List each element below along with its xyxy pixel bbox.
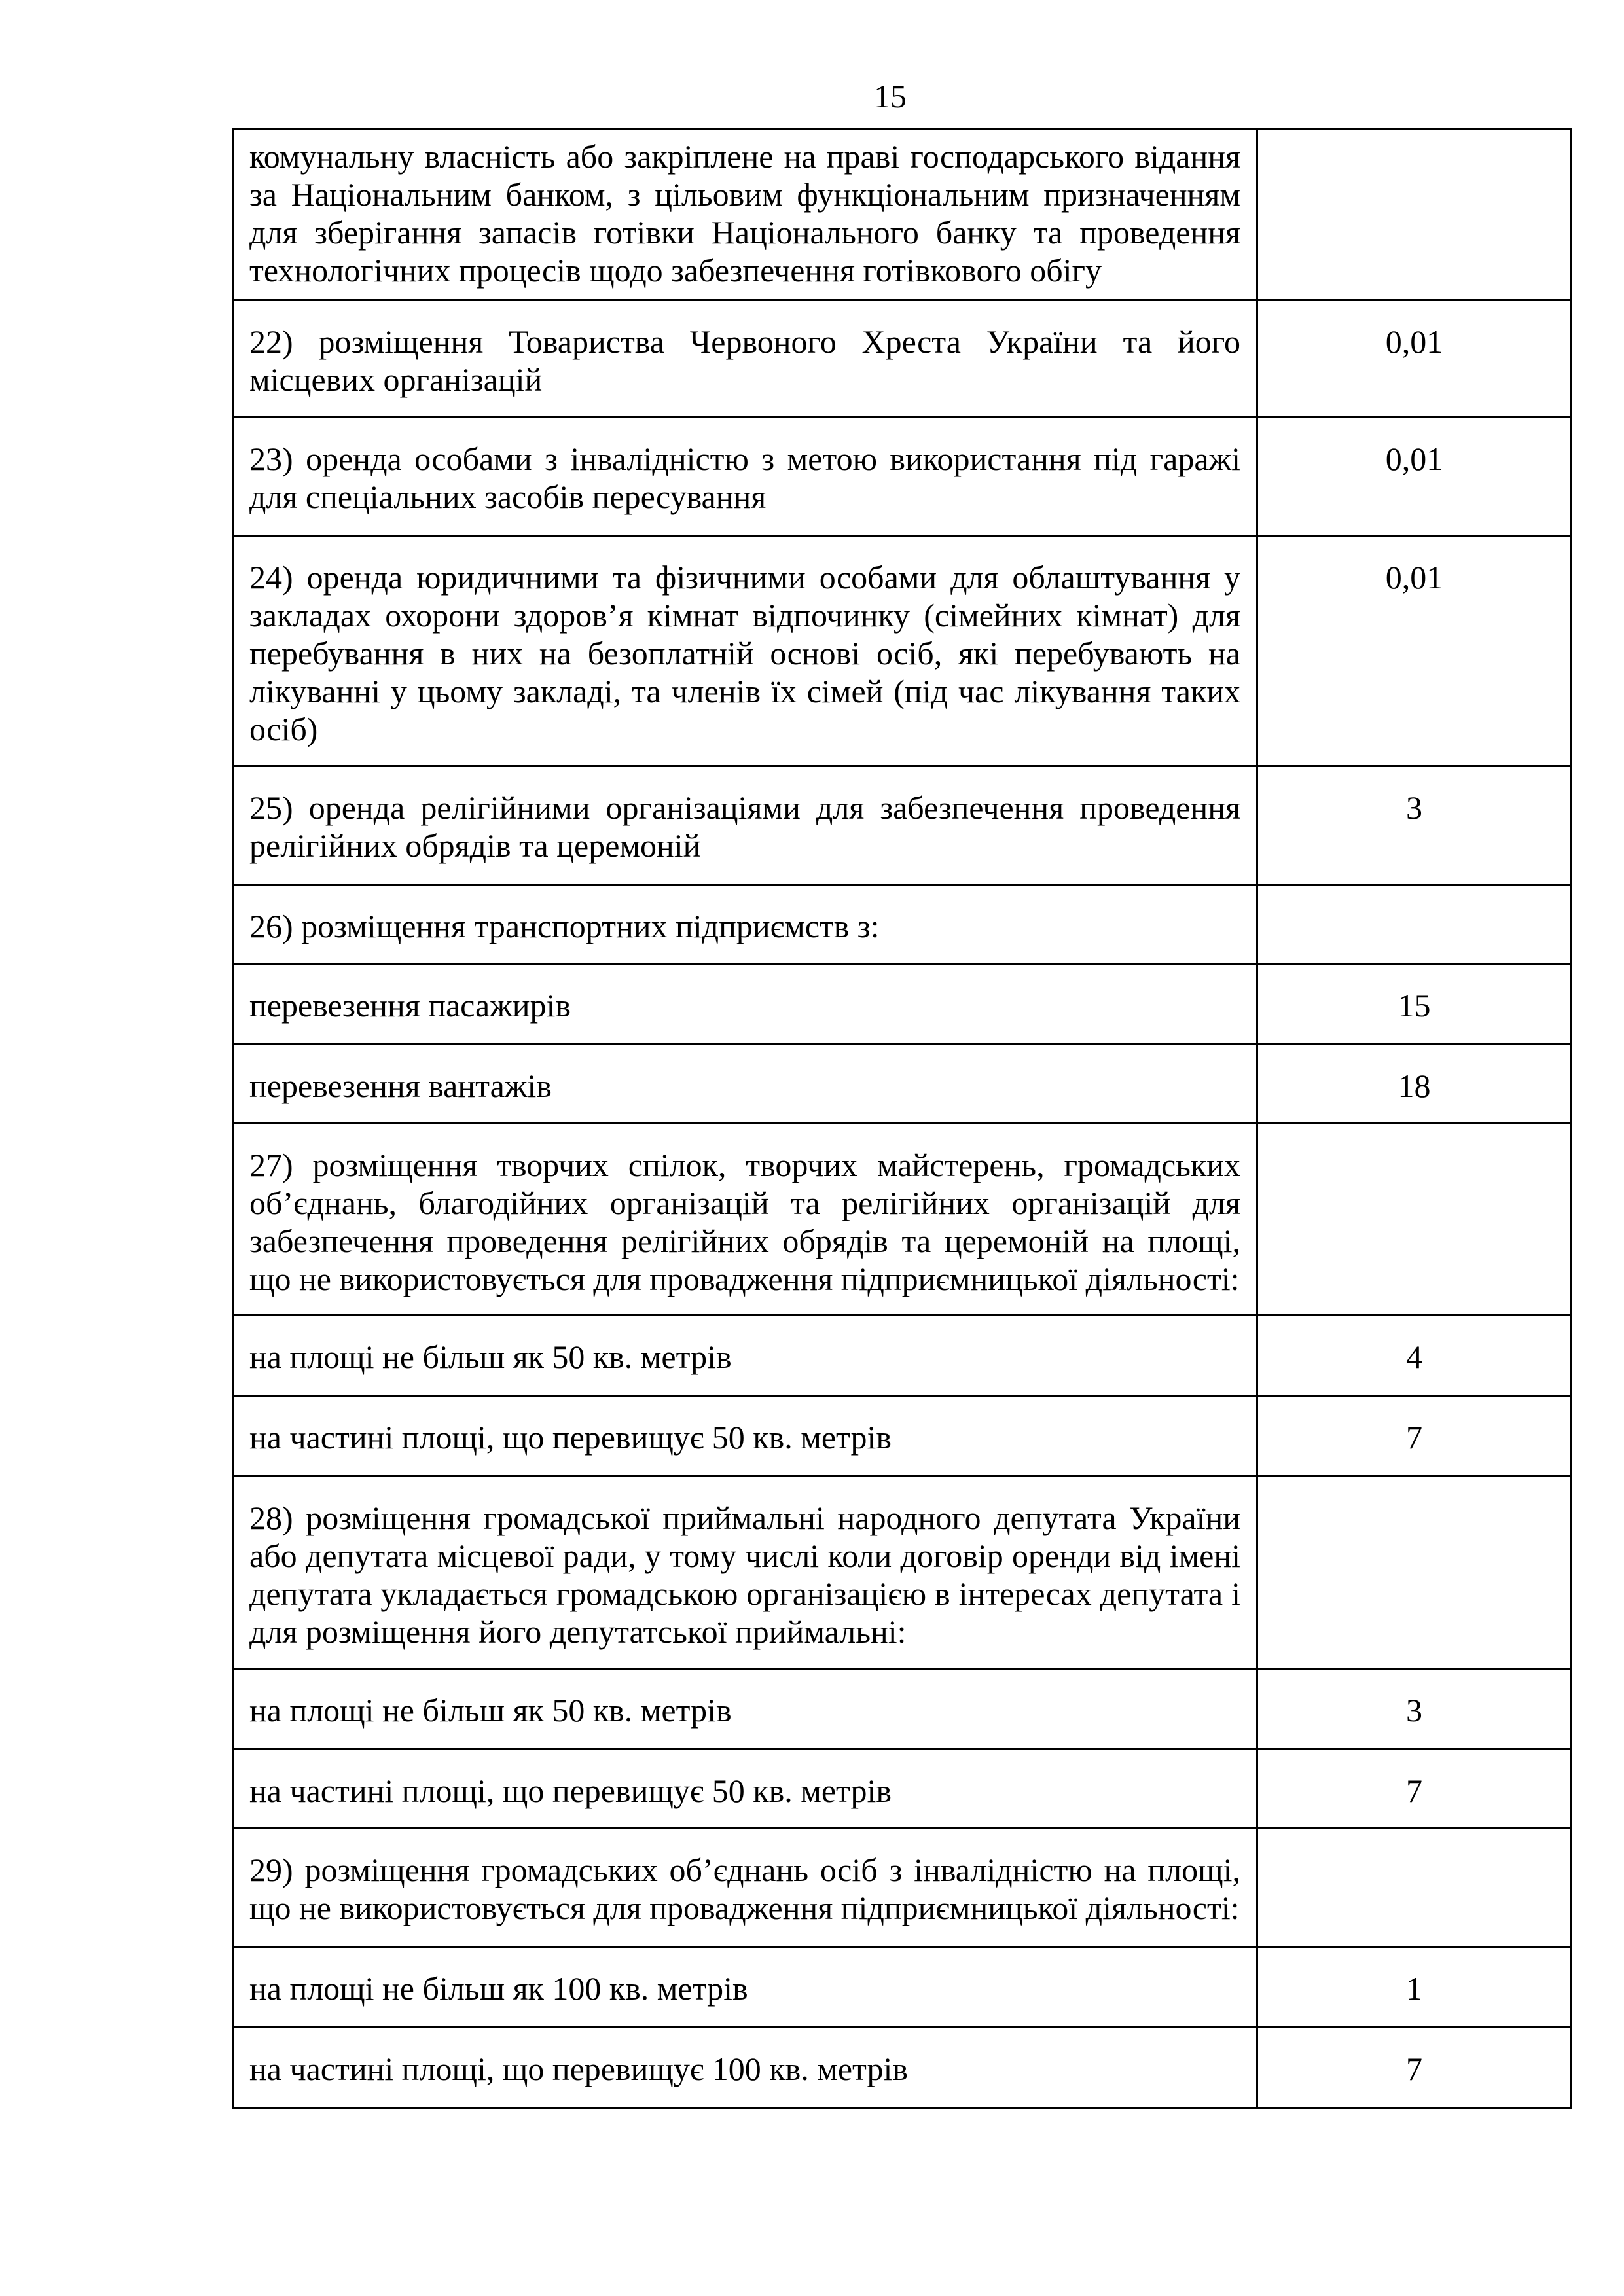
table-row [233, 300, 1572, 418]
description-cell [233, 1669, 1257, 1749]
description-cell [233, 1477, 1257, 1669]
description-cell [233, 1749, 1257, 1829]
value-cell [1257, 1829, 1572, 1947]
value-text: 0,01 [1385, 323, 1443, 360]
value-cell [1257, 1477, 1572, 1669]
value-text: 7 [1406, 2051, 1422, 2087]
value-text [1258, 886, 1570, 907]
description-text: на площі не більш як 50 кв. метрів [249, 1692, 732, 1729]
description-text: 26) розміщення транспортних підприємств з: [249, 908, 880, 944]
value-cell [1257, 536, 1572, 766]
description-cell [233, 885, 1257, 964]
value-text: 0,01 [1385, 440, 1443, 477]
table-row [233, 766, 1572, 885]
value-cell [1257, 1396, 1572, 1477]
page-number: 15 [874, 78, 907, 115]
description-text: 24) оренда юридичними та фізичними особами для облаштування у закладах охорони здоров’я кімнат відпочинку (сімейних кімнат) для перебування в них на безоплатній основі осіб, які перебувають на лікуванні у цьому закладі, та членів їх сімей (під час лікування таких осіб) [249, 559, 1240, 747]
description-cell [233, 129, 1257, 300]
value-cell [1257, 418, 1572, 536]
value-cell [1257, 964, 1572, 1045]
description-text: 27) розміщення творчих спілок, творчих майстерень, громадських об’єднань, благодійних організацій та релігійних організацій для забезпечення проведення релігійних обрядів та церемоній на площі, що не використовується для провадження підприємницької діяльності: [249, 1147, 1240, 1297]
description-cell [233, 2028, 1257, 2108]
value-text: 1 [1406, 1970, 1422, 2007]
table-row [233, 1947, 1572, 2028]
value-text [1258, 1477, 1570, 1499]
table-row [233, 964, 1572, 1045]
value-text: 3 [1406, 1692, 1422, 1729]
description-cell [233, 1947, 1257, 2028]
table-row [233, 1045, 1572, 1124]
description-cell [233, 1045, 1257, 1124]
value-cell [1257, 129, 1572, 300]
description-cell [233, 1396, 1257, 1477]
value-cell [1257, 766, 1572, 885]
value-text: 7 [1406, 1419, 1422, 1456]
description-text: перевезення пасажирів [249, 987, 571, 1024]
description-text: на частині площі, що перевищує 100 кв. метрів [249, 2051, 909, 2087]
description-text: на частині площі, що перевищує 50 кв. метрів [249, 1419, 892, 1456]
table-row [233, 536, 1572, 766]
description-text: на частині площі, що перевищує 50 кв. метрів [249, 1772, 892, 1809]
value-text [1258, 1829, 1570, 1851]
table-row [233, 1396, 1572, 1477]
table-row [233, 1829, 1572, 1947]
rates-table [232, 128, 1572, 2109]
description-cell [233, 1316, 1257, 1396]
rates-table-body [233, 129, 1572, 2108]
table-row [233, 1477, 1572, 1669]
value-cell [1257, 1669, 1572, 1749]
table-row [233, 1124, 1572, 1316]
value-cell [1257, 1045, 1572, 1124]
value-text: 4 [1406, 1338, 1422, 1375]
value-cell [1257, 1749, 1572, 1829]
description-cell [233, 418, 1257, 536]
value-cell [1257, 885, 1572, 964]
description-text: комунальну власність або закріплене на праві господарського відання за Національним банком, з цільовим функціональним призначенням для зберігання запасів готівки Національного банку та проведення технологічних процесів щодо забезпечення готівкового обігу [249, 138, 1240, 289]
value-text [1258, 1124, 1570, 1146]
description-text: перевезення вантажів [249, 1067, 552, 1104]
table-row [233, 1749, 1572, 1829]
description-cell [233, 964, 1257, 1045]
value-cell [1257, 1947, 1572, 2028]
table-row [233, 1316, 1572, 1396]
description-cell [233, 1829, 1257, 1947]
description-cell [233, 536, 1257, 766]
description-text: 28) розміщення громадської приймальні народного депутата України або депутата місцевої ради, у тому числі коли договір оренди від імені депутата укладається громадською організацією в інтересах депутата і для розміщення його депутатської приймальні: [249, 1499, 1240, 1650]
description-cell [233, 300, 1257, 418]
value-text: 18 [1398, 1067, 1431, 1104]
description-text: на площі не більш як 100 кв. метрів [249, 1970, 748, 2007]
description-text: 29) розміщення громадських об’єднань осіб з інвалідністю на площі, що не використовується для провадження підприємницької діяльності: [249, 1852, 1240, 1926]
description-cell [233, 766, 1257, 885]
table-row [233, 2028, 1572, 2108]
table-row [233, 1669, 1572, 1749]
value-text: 15 [1398, 987, 1431, 1024]
value-text: 7 [1406, 1772, 1422, 1809]
value-text [1258, 130, 1570, 137]
table-row [233, 418, 1572, 536]
value-cell [1257, 2028, 1572, 2108]
description-text: 22) розміщення Товариства Червоного Хреста України та його місцевих організацій [249, 323, 1240, 398]
value-text: 0,01 [1385, 559, 1443, 596]
value-cell [1257, 300, 1572, 418]
value-cell [1257, 1316, 1572, 1396]
table-row [233, 885, 1572, 964]
description-text: 25) оренда релігійними організаціями для забезпечення проведення релігійних обрядів та церемоній [249, 789, 1240, 864]
description-text: 23) оренда особами з інвалідністю з метою використання під гаражі для спеціальних засобів пересування [249, 440, 1240, 515]
value-text: 3 [1406, 789, 1422, 826]
description-cell [233, 1124, 1257, 1316]
value-cell [1257, 1124, 1572, 1316]
table-row [233, 129, 1572, 300]
description-text: на площі не більш як 50 кв. метрів [249, 1338, 732, 1375]
